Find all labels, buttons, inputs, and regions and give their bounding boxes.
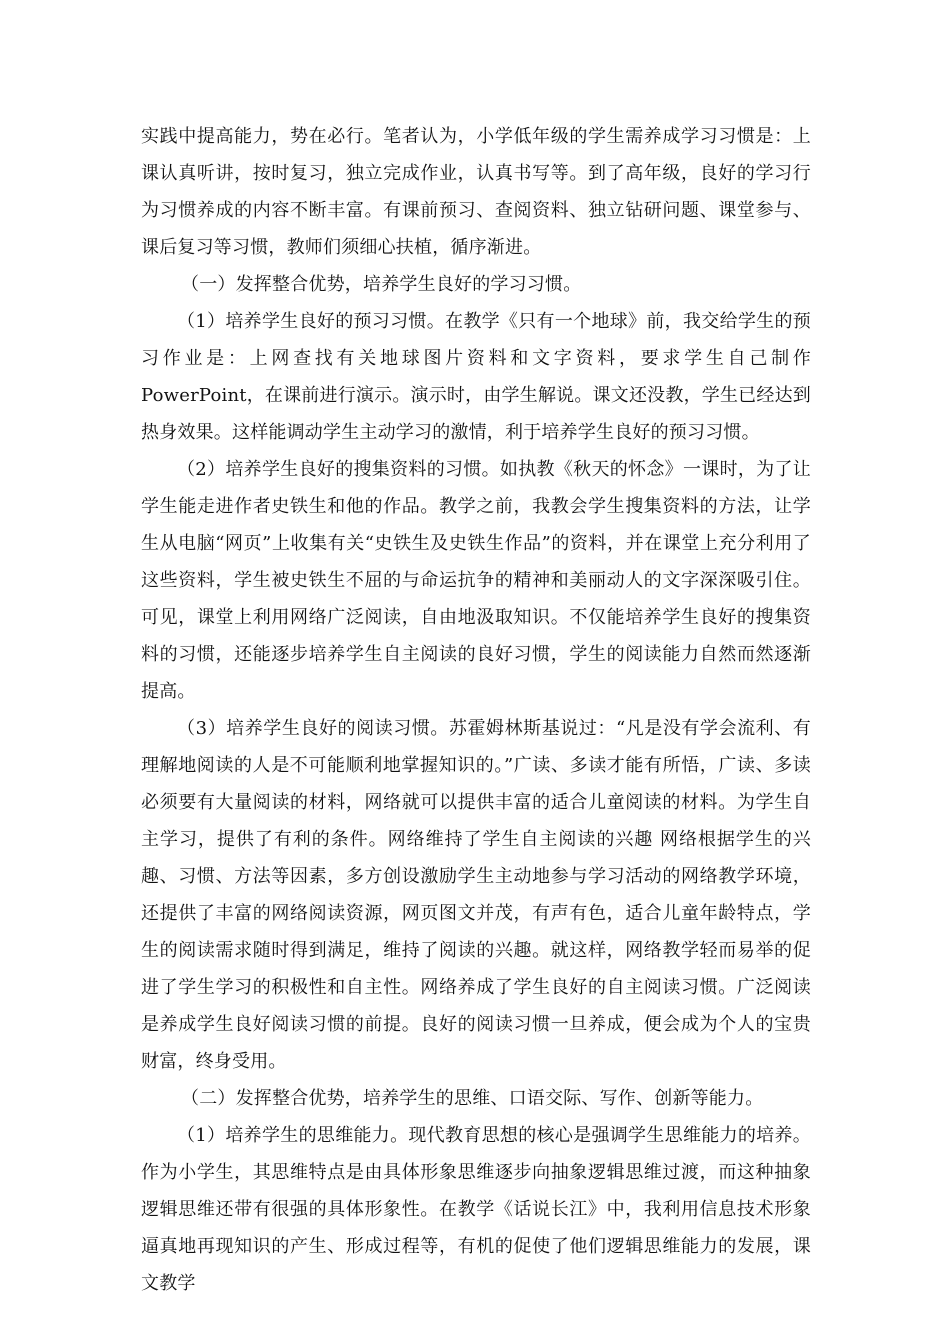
paragraph-thinking-ability: （1）培养学生的思维能力。现代教育思想的核心是强调学生思维能力的培养。作为小学生，其思维特点是由具体形象思维逐步向抽象逻辑思维过渡，而这种抽象逻辑思维还带有很强的具体形象性。在教学《话说长江》中，我利用信息技术形象逼真地再现知识的产生、形成过程等，有机的促使了他们逻辑思维能力的发展，课文教学: [141, 1125, 811, 1294]
paragraph-continuation: 实践中提高能力，势在必行。笔者认为，小学低年级的学生需养成学习习惯是：上课认真听讲，按时复习，独立完成作业，认真书写等。到了高年级，良好的学习行为习惯养成的内容不断丰富。有课前预习、查阅资料、独立钻研问题、课堂参与、课后复习等习惯，教师们须细心扶植，循序渐进。: [141, 126, 811, 258]
document-body: [141, 118, 811, 1302]
section-heading-2: （二）发挥整合优势，培养学生的思维、口语交际、写作、创新等能力。: [181, 1088, 764, 1109]
paragraph-collect-materials-habit: （2）培养学生良好的搜集资料的习惯。如执教《秋天的怀念》一课时，为了让学生能走进作者史铁生和他的作品。教学之前，我教会学生搜集资料的方法，让学生从电脑“网页”上收集有关“史铁生及史铁生作品”的资料，并在课堂上充分利用了这些资料，学生被史铁生不屈的与命运抗争的精神和美丽动人的文字深深吸引住。可见，课堂上利用网络广泛阅读，自由地汲取知识。不仅能培养学生良好的搜集资料的习惯，还能逐步培养学生自主阅读的良好习惯，学生的阅读能力自然而然逐渐提高。: [141, 459, 811, 702]
paragraph-preview-habit: （1）培养学生良好的预习习惯。在教学《只有一个地球》前，我交给学生的预习作业是：上网查找有关地球图片资料和文字资料，要求学生自己制作PowerPoint，在课前进行演示。演示时，由学生解说。课文还没教，学生已经达到热身效果。这样能调动学生主动学习的激情，利于培养学生良好的预习习惯。: [141, 311, 811, 443]
section-heading-1: （一）发挥整合优势，培养学生良好的学习习惯。: [181, 274, 582, 295]
paragraph-reading-habit: （3）培养学生良好的阅读习惯。苏霍姆林斯基说过：“凡是没有学会流利、有理解地阅读的人是不可能顺利地掌握知识的。”广读、多读才能有所悟，广读、多读必须要有大量阅读的材料，网络就可以提供丰富的适合儿童阅读的材料。为学生自主学习，提供了有利的条件。网络维持了学生自主阅读的兴趣 网络根据学生的兴趣、习惯、方法等因素，多方创设激励学生主动地参与学习活动的网络教学环境，还提供了丰富的网络阅读资源，网页图文并茂，有声有色，适合儿童年龄特点，学生的阅读需求随时得到满足，维持了阅读的兴趣。就这样，网络教学轻而易举的促进了学生学习的积极性和自主性。网络养成了学生良好的自主阅读习惯。广泛阅读是养成学生良好阅读习惯的前提。良好的阅读习惯一旦养成，便会成为个人的宝贵财富，终身受用。: [141, 718, 811, 1072]
